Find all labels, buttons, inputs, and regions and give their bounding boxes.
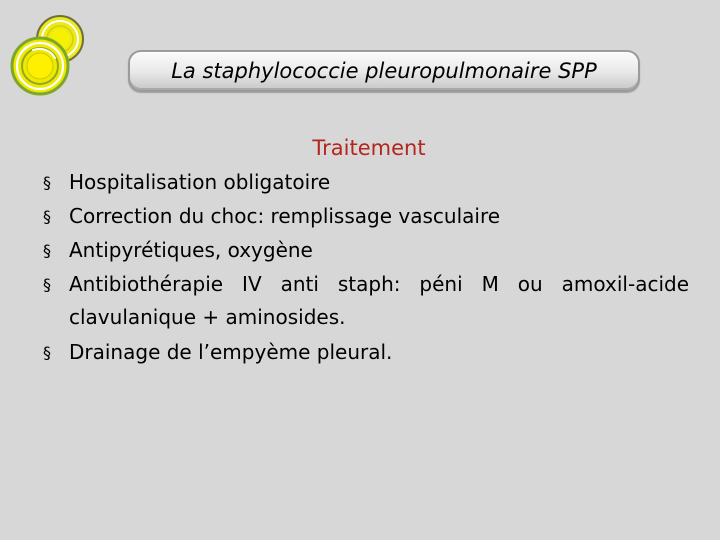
bullet-icon: §	[43, 207, 51, 226]
slide-title-banner	[128, 50, 640, 92]
treatment-list	[0, 166, 720, 370]
bullet-icon: §	[43, 343, 51, 362]
list-item-text: Drainage de l’empyème pleural.	[69, 340, 393, 364]
list-item-correction	[0, 200, 720, 234]
list-item-drainage	[0, 336, 720, 370]
bullet-icon: §	[43, 275, 51, 294]
list-item-text: Antipyrétiques, oxygène	[69, 238, 313, 262]
bullet-icon: §	[43, 241, 51, 260]
list-item-text: Correction du choc: remplissage vasculaire	[69, 204, 501, 228]
list-item-antibiotherapie	[0, 268, 720, 336]
section-heading: Traitement	[312, 136, 426, 160]
list-item-text: Antibiothérapie IV anti staph: péni M ou amoxil-acide clavulanique + aminosides.	[69, 272, 689, 329]
bullet-icon: §	[43, 173, 51, 192]
slide-title: La staphylococcie pleuropulmonaire SPP	[171, 59, 597, 83]
list-item-text: Hospitalisation obligatoire	[69, 170, 331, 194]
yellow-circle-logo-icon	[0, 0, 100, 100]
list-item-hospitalisation	[0, 166, 720, 200]
list-item-antipyretiques	[0, 234, 720, 268]
